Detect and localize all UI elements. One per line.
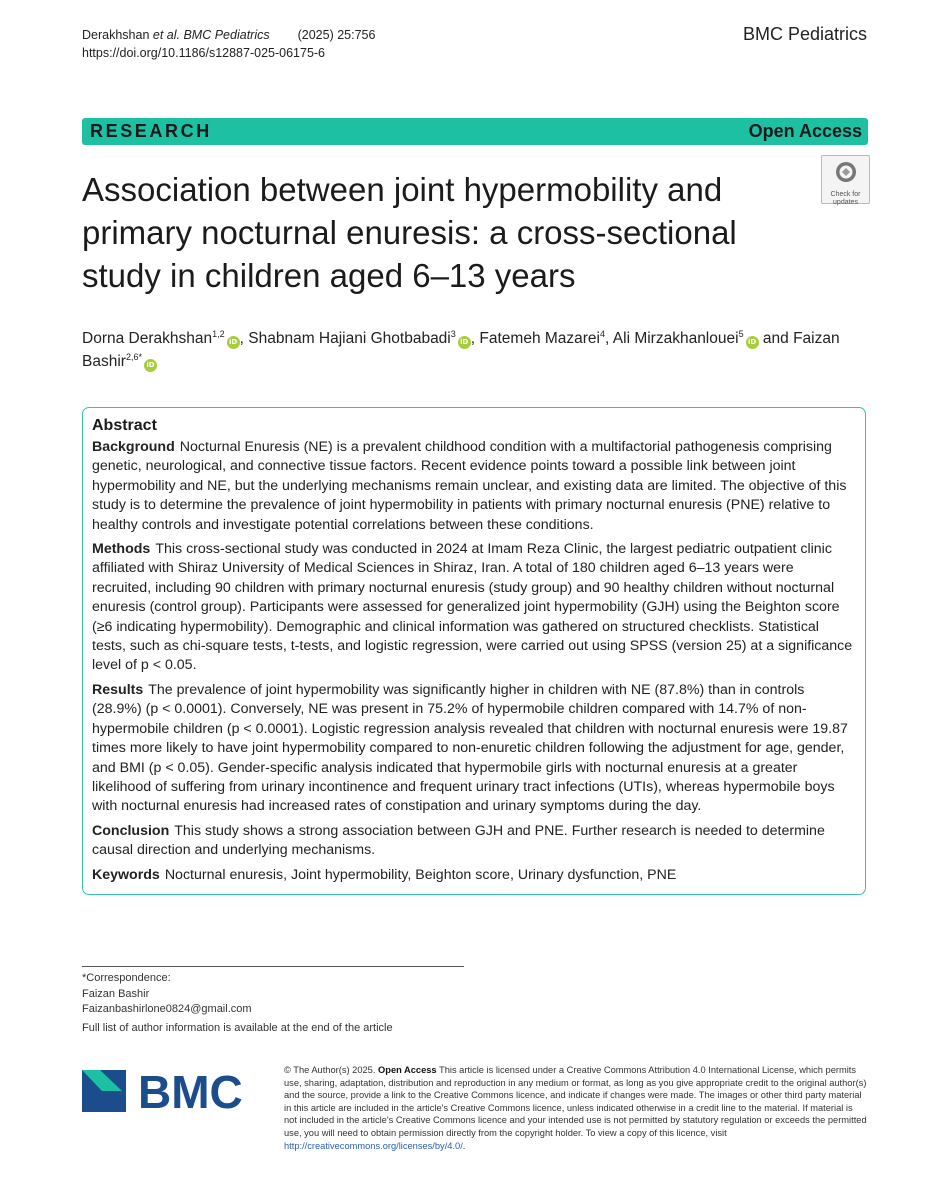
author-affiliation: 4	[600, 328, 606, 339]
author-separator: ,	[605, 330, 613, 347]
citation-journal: BMC Pediatrics	[183, 28, 270, 42]
author-name[interactable]: Dorna Derakhshan	[82, 330, 213, 347]
footnote-divider	[82, 966, 464, 967]
conclusion-text: This study shows a strong association between GJH and PNE. Further research is needed to determine causal direction and underlying mechanisms.	[92, 822, 825, 859]
keywords-text: Nocturnal enuresis, Joint hypermobility, Beighton score, Urinary dysfunction, PNE	[164, 866, 677, 883]
license-open-access: Open Access	[378, 1065, 437, 1075]
author-name[interactable]: Faizan Bashir	[82, 330, 840, 370]
orcid-icon[interactable]: iD	[227, 336, 240, 349]
check-updates-label: Check for updates	[830, 191, 861, 206]
check-updates-icon	[833, 160, 859, 184]
citation-authors: Derakhshan	[82, 28, 153, 42]
methods-text: This cross-sectional study was conducted in 2024 at Imam Reza Clinic, the largest pediatric outpatient clinic affiliated with Shiraz University of Medical Sciences in Shiraz, Iran. A total of 180 children aged 6–13 years were recruited, including 90 children with primary nocturnal enuresis (study group) and 90 healthy children without nocturnal enuresis (control group). Participants were assessed for generalized joint hypermobility (GJH) using the Beighton score (≥6 indicating hypermobility). Demographic and clinical information was gathered on structured checklists. Statistical tests, such as chi-square tests, t-tests, and logistic regression, were carried out using SPSS (version 25) at a significance level of p < 0.05.	[92, 541, 853, 674]
author-separator: ,	[470, 330, 480, 347]
author-list	[82, 327, 872, 373]
author-separator: and	[758, 330, 794, 347]
background-text: Nocturnal Enuresis (NE) is a prevalent childhood condition with a multifactorial pathogenesis comprising genetic, neurological, and connective tissue factors. Recent evidence points toward a possible link between joint hypermobility and NE, but the underlying mechanisms remain unclear, and existing data are limited. The objective of this study is to determine the prevalence of joint hypermobility in patients with primary nocturnal enuresis (PNE) relative to healthy controls and investigate potential correlations between these conditions.	[92, 439, 847, 533]
author-affiliation: 5	[738, 328, 744, 339]
correspondence-name: Faizan Bashir	[82, 987, 150, 1000]
abstract-keywords	[92, 866, 856, 885]
license-suffix: .	[462, 1140, 466, 1151]
citation-line	[82, 26, 375, 44]
correspondence-email[interactable]: Faizanbashirlone0824@gmail.com	[82, 1003, 252, 1015]
citation-header	[82, 26, 375, 62]
results-label: Results	[92, 681, 144, 698]
abstract-methods	[92, 540, 856, 676]
author-affiliation: 1,2	[212, 328, 225, 339]
license-link[interactable]: http://creativecommons.org/licenses/by/4.0/	[284, 1140, 463, 1151]
author-name[interactable]: Shabnam Hajiani Ghotbabadi	[248, 330, 451, 347]
check-for-updates-badge[interactable]	[821, 155, 870, 204]
license-text: This article is licensed under a Creative Commons Attribution 4.0 International License, which permits use, sharing, adaptation, distribution and reproduction in any medium or format, as long as you give appropriate credit to the original author(s) and the source, provide a link to the Creative Commons licence, and indicate if changes were made. The images or other third party material in this article are included in the article's Creative Commons licence, unless indicated otherwise in a credit line to the material. If material is not included in the article's Creative Commons licence and your intended use is not permitted by statutory regulation or exceeds the permitted use, you will need to obtain permission directly from the copyright holder. To view a copy of this licence, visit	[284, 1065, 867, 1138]
keywords-label: Keywords	[92, 866, 160, 883]
article-type-label: RESEARCH	[90, 121, 212, 141]
citation-etal: et al.	[152, 28, 180, 42]
license-statement	[284, 1064, 868, 1152]
article-type-banner	[82, 118, 868, 145]
orcid-icon[interactable]: iD	[144, 359, 157, 372]
author-name[interactable]: Ali Mirzakhanlouei	[612, 330, 739, 347]
correspondence-label: *Correspondence:	[82, 972, 171, 984]
open-access-label: Open Access	[748, 121, 862, 141]
conclusion-label: Conclusion	[92, 822, 170, 839]
abstract-heading: Abstract	[92, 417, 157, 434]
correspondence-block	[82, 971, 252, 1018]
author-info-note: Full list of author information is available at the end of the article	[82, 1022, 393, 1034]
bmc-logo-text: BMC	[138, 1068, 243, 1114]
orcid-icon[interactable]: iD	[746, 336, 759, 349]
article-title: Association between joint hypermobility and primary nocturnal enuresis: a cross-sectional study in children aged 6–13 years	[82, 171, 737, 294]
results-text: The prevalence of joint hypermobility was significantly higher in children with NE (87.8%) than in controls (28.9%) (p < 0.0001). Conversely, NE was present in 75.2% of hypermobile children compared with 14.7% of non-hypermobile children (p < 0.0001). Logistic regression analysis revealed that children with nocturnal enuresis were 19.87 times more likely to have joint hypermobility compared to non-enuretic children following the adjustment for age, gender, and BMI (p < 0.05). Gender-specific analysis indicated that hypermobile girls with nocturnal enuresis at a greater likelihood of suffering from urinary incontinence and frequent urinary tract infections (UTIs), whereas hypermobile boys with nocturnal enuresis had increased rates of constipation and urinary symptoms during the day.	[92, 681, 848, 815]
abstract-conclusion	[92, 822, 856, 861]
doi-link[interactable]: https://doi.org/10.1186/s12887-025-06175-6	[82, 46, 326, 60]
bmc-logo	[82, 1068, 262, 1114]
orcid-icon[interactable]: iD	[458, 336, 471, 349]
author-name[interactable]: Fatemeh Mazarei	[479, 330, 600, 347]
citation-year: (2025) 25:756	[297, 28, 376, 42]
abstract-background	[92, 438, 856, 535]
abstract-box	[82, 407, 866, 895]
license-prefix: © The Author(s) 2025.	[284, 1065, 376, 1075]
author-separator: ,	[239, 330, 249, 347]
author-affiliation: 2,6*	[125, 351, 142, 362]
journal-name: BMC Pediatrics	[742, 24, 867, 44]
abstract-results	[92, 681, 856, 817]
methods-label: Methods	[92, 541, 151, 558]
author-affiliation: 3	[450, 328, 456, 339]
background-label: Background	[92, 439, 175, 455]
